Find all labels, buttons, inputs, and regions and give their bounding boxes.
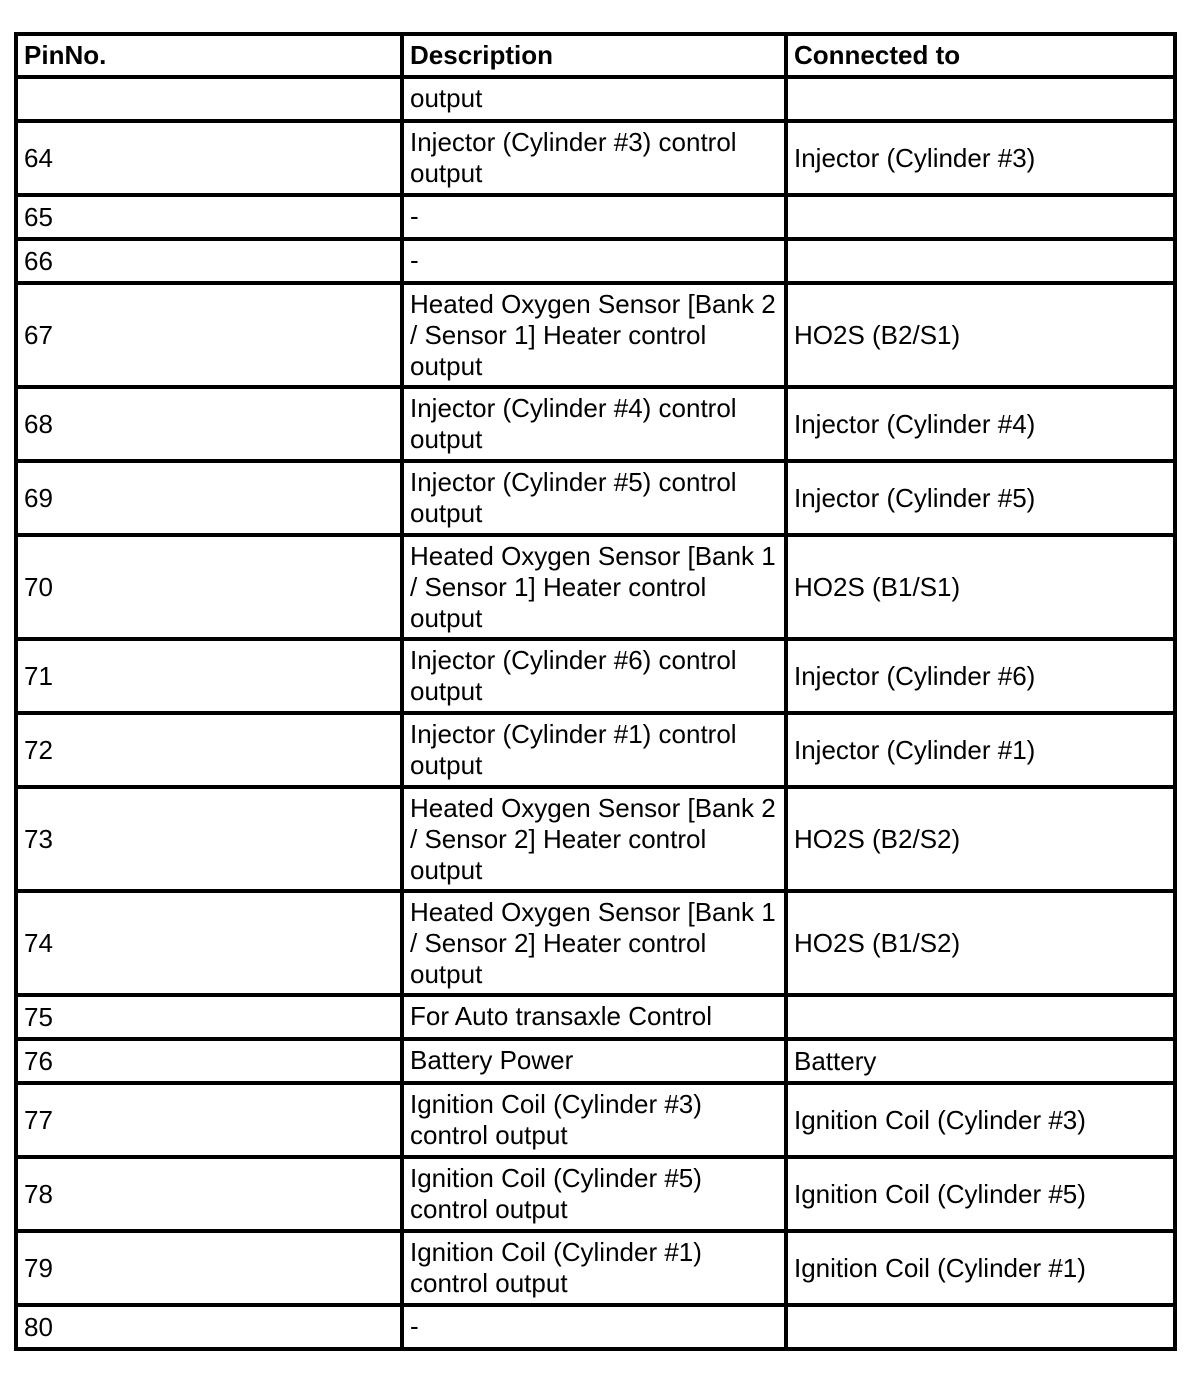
connected-to-cell: Injector (Cylinder #1) — [786, 713, 1175, 787]
connected-to-cell: Injector (Cylinder #5) — [786, 461, 1175, 535]
description-cell: Ignition Coil (Cylinder #3) control output — [402, 1083, 786, 1157]
connected-to-cell: HO2S (B1/S2) — [786, 891, 1175, 995]
pin-number-cell: 66 — [16, 239, 402, 283]
header-row — [16, 34, 1175, 77]
connected-to-cell: HO2S (B1/S1) — [786, 535, 1175, 639]
pin-number-cell: 64 — [16, 121, 402, 195]
pin-number-cell: 70 — [16, 535, 402, 639]
table-row — [16, 461, 1175, 535]
header-pin-no: PinNo. — [16, 34, 402, 77]
table-row — [16, 239, 1175, 283]
description-cell: Heated Oxygen Sensor [Bank 2 / Sensor 2] Heater control output — [402, 787, 786, 891]
table-row — [16, 1157, 1175, 1231]
connected-to-cell: Injector (Cylinder #6) — [786, 639, 1175, 713]
pin-number-cell: 76 — [16, 1039, 402, 1083]
pin-number-cell — [16, 77, 402, 121]
description-cell: Battery Power — [402, 1039, 786, 1083]
pin-number-cell: 74 — [16, 891, 402, 995]
connected-to-cell: HO2S (B2/S2) — [786, 787, 1175, 891]
table-row — [16, 387, 1175, 461]
description-cell: output — [402, 77, 786, 121]
description-cell: Heated Oxygen Sensor [Bank 1 / Sensor 1] Heater control output — [402, 535, 786, 639]
table-row — [16, 195, 1175, 239]
table-row — [16, 121, 1175, 195]
description-cell: Ignition Coil (Cylinder #1) control output — [402, 1231, 786, 1305]
table-row — [16, 1305, 1175, 1349]
pin-number-cell: 65 — [16, 195, 402, 239]
header-description: Description — [402, 34, 786, 77]
pin-number-cell: 79 — [16, 1231, 402, 1305]
description-cell: - — [402, 1305, 786, 1349]
connected-to-cell — [786, 239, 1175, 283]
table-row — [16, 1083, 1175, 1157]
description-cell: Injector (Cylinder #5) control output — [402, 461, 786, 535]
pin-number-cell: 69 — [16, 461, 402, 535]
connected-to-cell: Injector (Cylinder #3) — [786, 121, 1175, 195]
connected-to-cell: HO2S (B2/S1) — [786, 283, 1175, 387]
description-cell: Injector (Cylinder #3) control output — [402, 121, 786, 195]
connected-to-cell — [786, 1305, 1175, 1349]
description-cell: - — [402, 239, 786, 283]
pin-number-cell: 67 — [16, 283, 402, 387]
table-row — [16, 995, 1175, 1039]
connected-to-cell — [786, 77, 1175, 121]
pin-number-cell: 77 — [16, 1083, 402, 1157]
table-row — [16, 283, 1175, 387]
table-row — [16, 1039, 1175, 1083]
table-row — [16, 891, 1175, 995]
table-row — [16, 1231, 1175, 1305]
description-cell: Injector (Cylinder #6) control output — [402, 639, 786, 713]
pin-number-cell: 72 — [16, 713, 402, 787]
table-row — [16, 713, 1175, 787]
connected-to-cell: Ignition Coil (Cylinder #5) — [786, 1157, 1175, 1231]
description-cell: Injector (Cylinder #1) control output — [402, 713, 786, 787]
connected-to-cell: Ignition Coil (Cylinder #3) — [786, 1083, 1175, 1157]
table-row — [16, 77, 1175, 121]
pin-number-cell: 80 — [16, 1305, 402, 1349]
connected-to-cell: Battery — [786, 1039, 1175, 1083]
description-cell: For Auto transaxle Control — [402, 995, 786, 1039]
connected-to-cell — [786, 195, 1175, 239]
pin-table — [14, 32, 1177, 1351]
connected-to-cell — [786, 995, 1175, 1039]
table-row — [16, 787, 1175, 891]
description-cell: Ignition Coil (Cylinder #5) control output — [402, 1157, 786, 1231]
pin-number-cell: 68 — [16, 387, 402, 461]
description-cell: Heated Oxygen Sensor [Bank 1 / Sensor 2] Heater control output — [402, 891, 786, 995]
header-connected-to: Connected to — [786, 34, 1175, 77]
connected-to-cell: Injector (Cylinder #4) — [786, 387, 1175, 461]
pin-number-cell: 71 — [16, 639, 402, 713]
description-cell: Injector (Cylinder #4) control output — [402, 387, 786, 461]
connected-to-cell: Ignition Coil (Cylinder #1) — [786, 1231, 1175, 1305]
table-body — [16, 77, 1175, 1349]
description-cell: - — [402, 195, 786, 239]
table-row — [16, 535, 1175, 639]
pin-number-cell: 73 — [16, 787, 402, 891]
description-cell: Heated Oxygen Sensor [Bank 2 / Sensor 1] Heater control output — [402, 283, 786, 387]
pin-number-cell: 78 — [16, 1157, 402, 1231]
table-row — [16, 639, 1175, 713]
pin-number-cell: 75 — [16, 995, 402, 1039]
